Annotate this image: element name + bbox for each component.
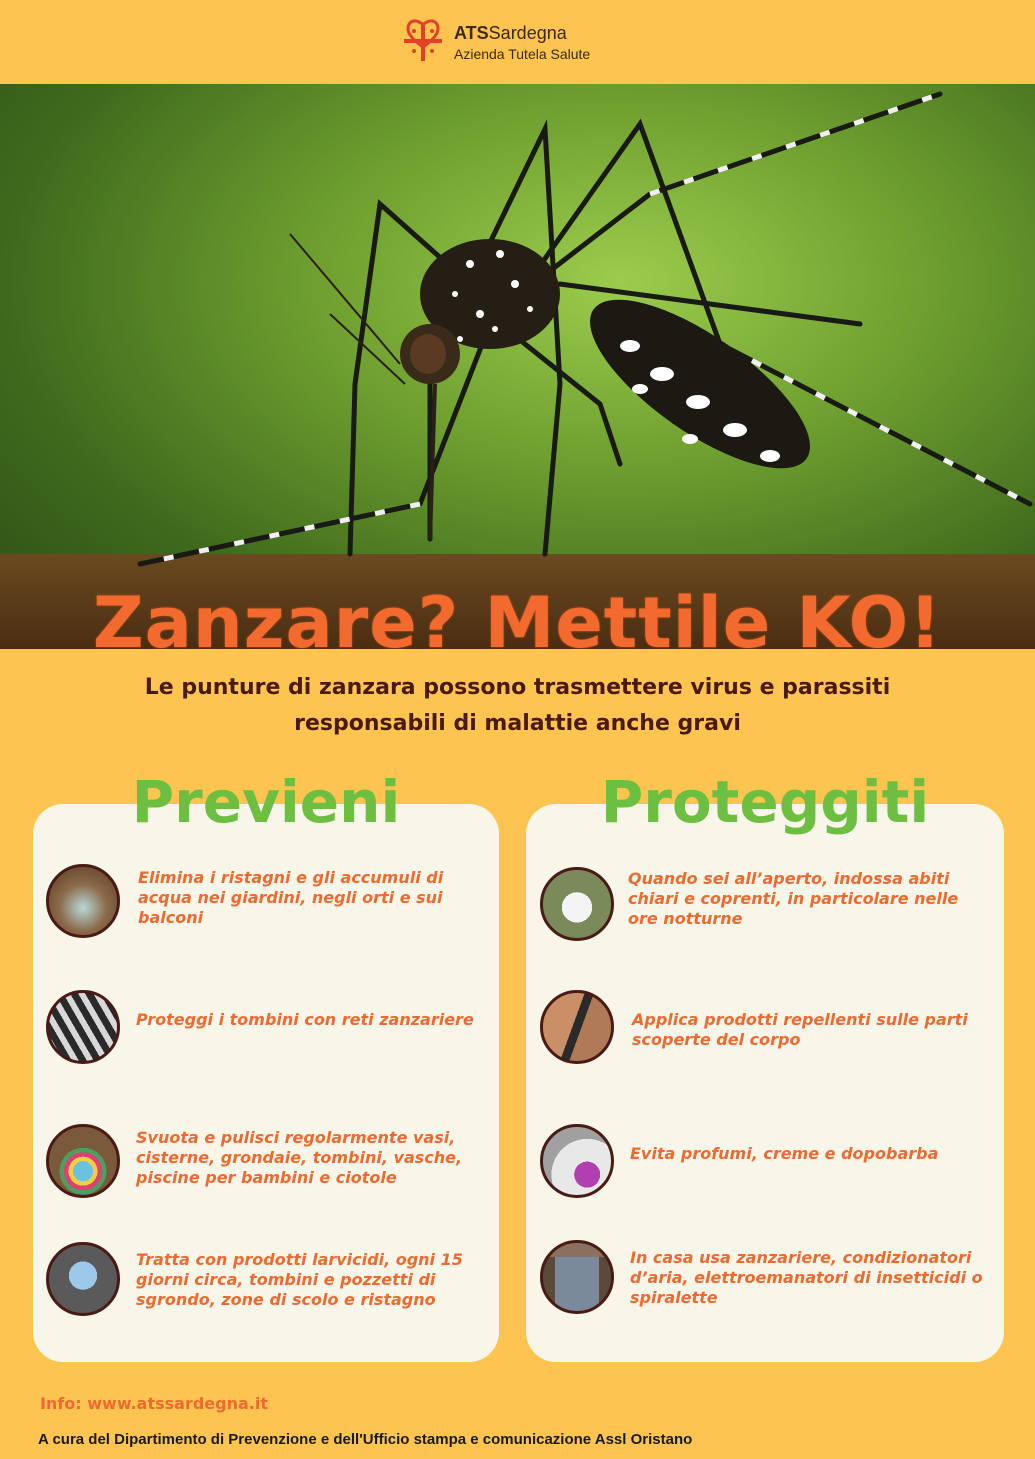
info-website-link[interactable]: Info: www.atssardegna.it [40,1394,268,1413]
subtitle [60,670,975,742]
proteggiti-item-text: Evita profumi, creme e dopobarba [630,1144,939,1163]
subtitle-line-1: Le punture di zanzara possono trasmettere virus e parassiti [144,675,891,700]
perfume-bottles-icon [540,1124,614,1198]
proteggiti-item-text: Applica prodotti repellenti sulle parti scoperte del corpo [632,1010,968,1049]
kiddie-pool-icon [46,1124,120,1198]
repellent-spray-icon [540,990,614,1064]
credits-text: A cura del Dipartimento di Prevenzione e dell'Ufficio stampa e comunicazione Assl Oristano [38,1431,693,1448]
mosquito-icon [0,84,1035,649]
hero-mosquito-image [0,84,1035,649]
previeni-item-text: Svuota e pulisci regolarmente vasi, cisterne, grondaie, tombini, vasche, piscine per bambini e ciotole [136,1128,463,1187]
previeni-title: Previeni [131,768,401,836]
proteggiti-title: Proteggiti [600,768,930,836]
logo-brand: ATSSardegna [454,23,567,43]
ats-logo-icon [400,19,446,63]
header-bar [0,0,1035,84]
flower-pot-water-icon [46,864,120,938]
previeni-item-text: Tratta con prodotti larvicidi, ogni 15 giorni circa, tombini e pozzetti di sgrondo, zone di scolo e ristagno [136,1250,463,1309]
main-title: Zanzare? Mettile KO! [92,582,943,649]
drain-grate-icon [46,990,120,1064]
logo-tagline: Azienda Tutela Salute [454,46,591,62]
previeni-item-text: Proteggi i tombini con reti zanzariere [136,1010,474,1029]
proteggiti-item-text: In casa usa zanzariere, condizionatori d’aria, elettroemanatori di insetticidi o spiralette [630,1248,983,1307]
larvicide-glove-icon [46,1242,120,1316]
previeni-item-text: Elimina i ristagni e gli accumuli di acqua nei giardini, negli orti e sui balconi [138,868,444,927]
proteggiti-item-text: Quando sei all’aperto, indossa abiti chiari e coprenti, in particolare nelle ore notturne [628,869,959,928]
ats-sardegna-logo [400,17,640,67]
light-clothing-icon [540,867,614,941]
subtitle-line-2: responsabili di malattie anche gravi [294,711,741,736]
window-screen-icon [540,1240,614,1314]
